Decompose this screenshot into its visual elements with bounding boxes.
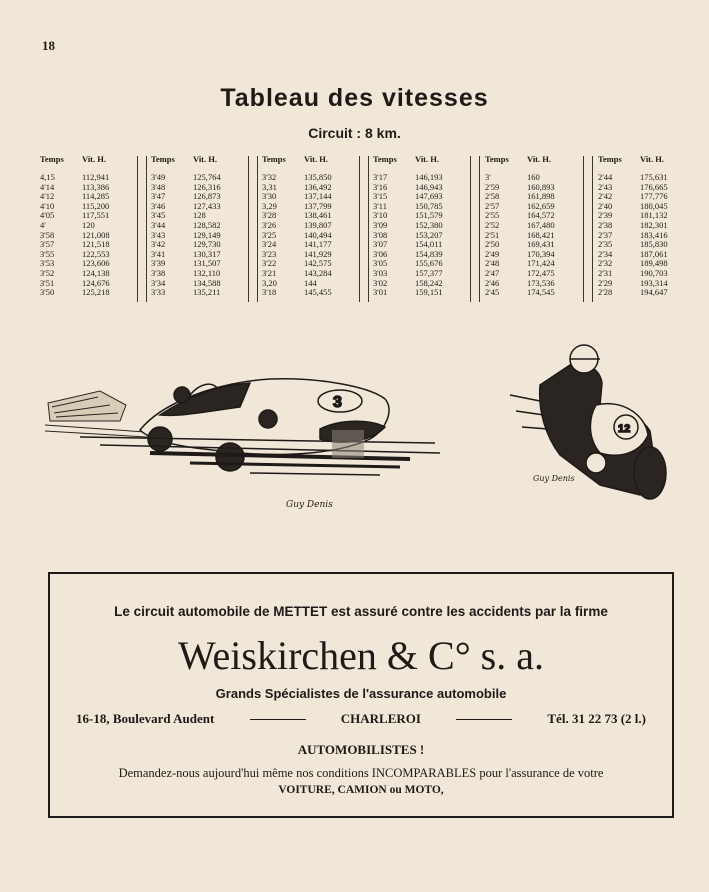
speed-table [40, 154, 680, 304]
time-cell: 3'03 [373, 267, 388, 278]
speed-cell: 112,941 [82, 172, 110, 182]
time-cell: 3'41 [151, 248, 166, 259]
speed-cell: 167,480 [527, 219, 555, 230]
speed-cell: 143,284 [304, 267, 332, 278]
time-cell: 3'33 [151, 287, 166, 298]
time-cell: 3'15 [373, 191, 388, 202]
time-cell: 2'52 [485, 219, 500, 230]
time-cell: 3'43 [151, 229, 166, 240]
time-cell: 3'21 [262, 267, 277, 278]
speed-cell: 172,475 [527, 267, 555, 278]
speed-cell: 160 [527, 172, 540, 182]
speed-cell: 164,572 [527, 210, 555, 221]
speed-table-group [373, 154, 469, 298]
speed-table-group [40, 154, 136, 298]
circuit-subtitle: Circuit : 8 km. [308, 125, 401, 141]
header-speed: Vit. H. [527, 154, 552, 164]
time-cell: 3' [485, 172, 491, 182]
time-cell: 3,20 [262, 277, 277, 288]
time-cell: 3'55 [40, 248, 55, 259]
phone-text: Tél. 31 22 73 (2 l.) [547, 711, 646, 726]
time-cell: 2'43 [598, 181, 613, 192]
speed-cell: 136,492 [304, 181, 332, 192]
time-cell: 2'38 [598, 219, 613, 230]
time-cell: 3'26 [262, 219, 277, 230]
table-header [373, 154, 469, 167]
time-cell: 2'47 [485, 267, 500, 278]
speed-cell: 153,207 [415, 229, 443, 240]
speed-cell: 158,242 [415, 277, 443, 288]
time-cell: 3'25 [262, 229, 277, 240]
header-time: Temps [598, 154, 622, 164]
time-cell: 4' [40, 219, 46, 230]
time-cell: 2'59 [485, 181, 500, 192]
time-cell: 3'22 [262, 258, 277, 269]
speed-cell: 154,011 [415, 239, 443, 250]
time-cell: 2'35 [598, 239, 613, 250]
table-row [40, 288, 136, 298]
time-cell: 3'06 [373, 248, 388, 259]
speed-cell: 193,314 [640, 277, 668, 288]
time-cell: 2'40 [598, 200, 613, 211]
speed-cell: 135,850 [304, 172, 332, 182]
speed-cell: 125,218 [82, 287, 110, 298]
header-time: Temps [373, 154, 397, 164]
stamp-logo [332, 430, 364, 458]
time-cell: 2'44 [598, 172, 613, 182]
speed-cell: 145,455 [304, 287, 332, 298]
time-cell: 2'28 [598, 287, 613, 298]
speed-cell: 180,045 [640, 200, 668, 211]
speed-cell: 187,061 [640, 248, 668, 259]
speed-cell: 113,386 [82, 181, 110, 192]
speed-cell: 177,776 [640, 191, 668, 202]
page-number: 18 [42, 38, 55, 53]
time-cell: 2'57 [485, 200, 500, 211]
page-title: Tableau des vitesses [220, 84, 489, 112]
speed-cell: 159,151 [415, 287, 443, 298]
company-tagline: Grands Spécialistes de l'assurance automobile [215, 686, 507, 701]
speed-table-group [151, 154, 247, 298]
time-cell: 3,29 [262, 200, 277, 211]
time-cell: 3'48 [151, 181, 166, 192]
time-cell: 3'45 [151, 210, 166, 221]
ad-callout: AUTOMOBILISTES ! [297, 742, 425, 757]
time-cell: 2'31 [598, 267, 613, 278]
speed-cell: 147,693 [415, 191, 443, 202]
time-cell: 3'52 [40, 267, 55, 278]
time-cell: 3'51 [40, 277, 55, 288]
time-cell: 2'49 [485, 248, 500, 259]
bike-signature: Guy Denis [533, 474, 575, 483]
speed-cell: 123,606 [82, 258, 110, 269]
time-cell: 3'17 [373, 172, 388, 182]
address-text: 16-18, Boulevard Audent [76, 711, 215, 726]
speed-cell: 140,494 [304, 229, 332, 240]
time-cell: 3'09 [373, 219, 388, 230]
time-cell: 4,15 [40, 172, 55, 182]
table-header [151, 154, 247, 167]
time-cell: 4'10 [40, 200, 55, 211]
header-time: Temps [485, 154, 509, 164]
speed-cell: 141,929 [304, 248, 332, 259]
time-cell: 3'47 [151, 191, 166, 202]
header-speed: Vit. H. [82, 154, 107, 164]
speed-cell: 124,138 [82, 267, 110, 278]
speed-cell: 174,545 [527, 287, 555, 298]
speed-cell: 146,193 [415, 172, 443, 182]
time-cell: 2'45 [485, 287, 500, 298]
time-cell: 3'23 [262, 248, 277, 259]
divider-dash [456, 719, 512, 720]
speed-cell: 150,785 [415, 200, 443, 211]
column-divider [137, 156, 147, 302]
speed-cell: 182,301 [640, 219, 668, 230]
speed-cell: 128,582 [193, 219, 221, 230]
speed-cell: 155,676 [415, 258, 443, 269]
time-cell: 3'32 [262, 172, 277, 182]
column-divider [359, 156, 369, 302]
table-row [485, 288, 581, 298]
speed-cell: 152,380 [415, 219, 443, 230]
speed-table-group [598, 154, 694, 298]
speed-cell: 127,433 [193, 200, 221, 211]
time-cell: 3'46 [151, 200, 166, 211]
time-cell: 3'05 [373, 258, 388, 269]
speed-cell: 122,553 [82, 248, 110, 259]
speed-cell: 117,551 [82, 210, 110, 221]
time-cell: 3'10 [373, 210, 388, 221]
table-header [485, 154, 581, 167]
insurance-advertisement [48, 572, 674, 818]
header-speed: Vit. H. [415, 154, 440, 164]
speed-cell: 124,676 [82, 277, 110, 288]
time-cell: 4'05 [40, 210, 55, 221]
time-cell: 3'58 [40, 229, 55, 240]
header-speed: Vit. H. [640, 154, 665, 164]
speed-cell: 154,839 [415, 248, 443, 259]
time-cell: 3,31 [262, 181, 277, 192]
table-row [151, 288, 247, 298]
speed-cell: 169,431 [527, 239, 555, 250]
header-speed: Vit. H. [193, 154, 218, 164]
speed-cell: 135,211 [193, 287, 221, 298]
speed-cell: 141,177 [304, 239, 332, 250]
time-cell: 3'44 [151, 219, 166, 230]
racing-illustration [40, 335, 680, 530]
time-cell: 3'02 [373, 277, 388, 288]
speed-cell: 181,132 [640, 210, 668, 221]
speed-cell: 137,799 [304, 200, 332, 211]
car-signature: Guy Denis [286, 500, 333, 510]
speed-cell: 171,424 [527, 258, 555, 269]
time-cell: 2'46 [485, 277, 500, 288]
header-time: Temps [262, 154, 286, 164]
time-cell: 2'42 [598, 191, 613, 202]
time-cell: 3'08 [373, 229, 388, 240]
speed-cell: 134,588 [193, 277, 221, 288]
time-cell: 3'24 [262, 239, 277, 250]
speed-cell: 194,647 [640, 287, 668, 298]
speed-cell: 176,665 [640, 181, 668, 192]
contact-row [76, 711, 646, 727]
table-row [598, 288, 694, 298]
time-cell: 2'37 [598, 229, 613, 240]
time-cell: 3'11 [373, 200, 387, 211]
speed-cell: 128 [193, 210, 206, 221]
time-cell: 3'34 [151, 277, 166, 288]
city-text: CHARLEROI [340, 711, 421, 726]
time-cell: 3'42 [151, 239, 166, 250]
time-cell: 4'14 [40, 181, 55, 192]
speed-cell: 137,144 [304, 191, 332, 202]
speed-cell: 168,421 [527, 229, 555, 240]
speed-table-group [262, 154, 358, 298]
time-cell: 3'28 [262, 210, 277, 221]
table-header [40, 154, 136, 167]
column-divider [470, 156, 480, 302]
time-cell: 2'32 [598, 258, 613, 269]
speed-cell: 120 [82, 219, 95, 230]
speed-cell: 114,285 [82, 191, 110, 202]
time-cell: 3'39 [151, 258, 166, 269]
time-cell: 3'38 [151, 267, 166, 278]
time-cell: 2'58 [485, 191, 500, 202]
ad-intro-line: Le circuit automobile de METTET est assuré contre les accidents par la firme [114, 604, 608, 619]
speed-cell: 160,893 [527, 181, 555, 192]
speed-cell: 138,461 [304, 210, 332, 221]
car-number: 3 [333, 394, 342, 411]
table-header [598, 154, 694, 167]
speed-cell: 129,149 [193, 229, 221, 240]
table-row [262, 288, 358, 298]
time-cell: 3'30 [262, 191, 277, 202]
time-cell: 2'39 [598, 210, 613, 221]
table-header [262, 154, 358, 167]
time-cell: 3'01 [373, 287, 388, 298]
speed-cell: 142,575 [304, 258, 332, 269]
time-cell: 2'55 [485, 210, 500, 221]
divider-dash [250, 719, 306, 720]
speed-cell: 125,764 [193, 172, 221, 182]
speed-cell: 162,659 [527, 200, 555, 211]
speed-cell: 132,110 [193, 267, 221, 278]
time-cell: 2'48 [485, 258, 500, 269]
speed-cell: 126,873 [193, 191, 221, 202]
time-cell: 2'34 [598, 248, 613, 259]
time-cell: 2'29 [598, 277, 613, 288]
speed-cell: 157,377 [415, 267, 443, 278]
column-divider [248, 156, 258, 302]
header-time: Temps [40, 154, 64, 164]
speed-cell: 130,317 [193, 248, 221, 259]
time-cell: 3'50 [40, 287, 55, 298]
table-row [373, 288, 469, 298]
speed-cell: 151,579 [415, 210, 443, 221]
time-cell: 3'49 [151, 172, 166, 182]
time-cell: 3'57 [40, 239, 55, 250]
speed-cell: 175,631 [640, 172, 668, 182]
speed-cell: 129,730 [193, 239, 221, 250]
header-time: Temps [151, 154, 175, 164]
speed-cell: 185,830 [640, 239, 668, 250]
time-cell: 3'07 [373, 239, 388, 250]
speed-cell: 170,394 [527, 248, 555, 259]
speed-cell: 121,518 [82, 239, 110, 250]
speed-cell: 144 [304, 277, 317, 288]
speed-cell: 183,416 [640, 229, 668, 240]
speed-cell: 126,316 [193, 181, 221, 192]
header-speed: Vit. H. [304, 154, 329, 164]
column-divider [583, 156, 593, 302]
time-cell: 3'18 [262, 287, 277, 298]
speed-cell: 121,008 [82, 229, 110, 240]
time-cell: 3'16 [373, 181, 388, 192]
time-cell: 2'50 [485, 239, 500, 250]
time-cell: 3'53 [40, 258, 55, 269]
time-cell: 2'51 [485, 229, 500, 240]
bike-number: 12 [618, 423, 631, 435]
speed-cell: 173,536 [527, 277, 555, 288]
company-name: Weiskirchen & C° s. a. [177, 633, 545, 678]
speed-cell: 161,898 [527, 191, 555, 202]
speed-table-group [485, 154, 581, 298]
time-cell: 4'12 [40, 191, 55, 202]
speed-cell: 190,703 [640, 267, 668, 278]
ad-vehicles: VOITURE, CAMION ou MOTO, [278, 784, 444, 796]
speed-cell: 146,943 [415, 181, 443, 192]
speed-cell: 139,807 [304, 219, 332, 230]
speed-cell: 189,498 [640, 258, 668, 269]
ad-request: Demandez-nous aujourd'hui même nos conditions INCOMPARABLES pour l'assurance de votre [118, 766, 604, 780]
speed-cell: 115,200 [82, 200, 110, 211]
speed-cell: 131,507 [193, 258, 221, 269]
